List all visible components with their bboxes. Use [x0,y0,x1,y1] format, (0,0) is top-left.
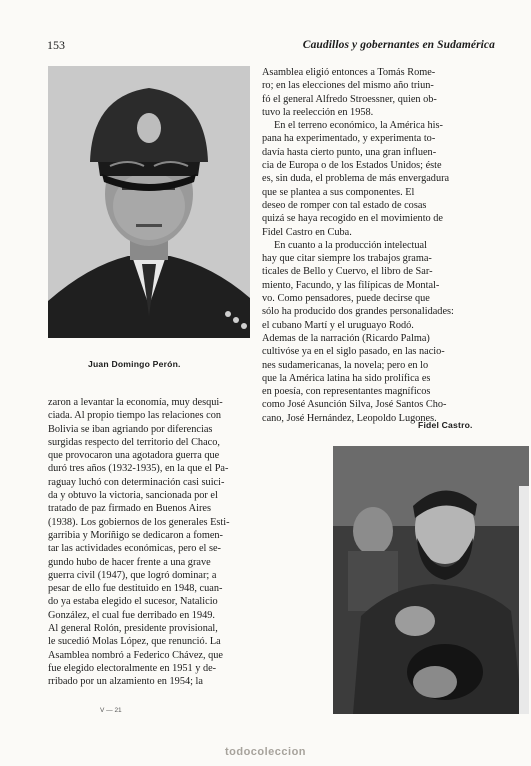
text-line: En el terreno económico, la América his- [274,120,443,132]
text-line: En cuanto a la producción intelectual [274,239,427,251]
text-line: Bolivia se iban agriando por diferencias [48,423,213,435]
text-line: hay que citar siempre los trabajos grama- [262,253,432,265]
text-line: Asamblea eligió entonces a Tomás Rome- [262,67,436,78]
text-line: raguay luchó con determinación casi suici- [48,476,225,488]
left-column-text [48,396,250,689]
paragraph [262,66,470,119]
text-line: tar las actividades económicas, pero el se- [48,543,221,555]
text-line: quizá se haya recogido en el movimiento de [262,213,443,225]
text-line: como José Asunción Silva, José Santos Cho- [262,399,447,411]
text-line: do ya estaba elegido el sucesor, Natalicio [48,596,218,608]
page-number: 153 [47,38,65,52]
text-line: deseo de romper con tal estado de cosas [262,199,427,211]
castro-caption: Fidel Castro. [418,420,473,430]
text-line: Ademas de la narración (Ricardo Palma) [262,332,430,344]
text-line: fue elegido electoralmente en 1951 y de- [48,662,217,674]
text-line: davía hasta cierto punto, una gran influen- [262,146,437,158]
text-line: garribia y Moríñigo se dedicaron a fomen- [48,529,223,541]
paragraph [262,119,470,239]
text-line: pesar de ello fue destituido en 1948, cuan- [48,583,223,595]
text-line: González, el cual fue derribado en 1949. [48,609,215,621]
text-line: en poesía, con representantes magníficos [262,386,431,398]
text-line: que la América latina ha sido prolífica es [262,372,431,384]
text-line: surgidas respecto del territorio del Chaco, [48,436,220,448]
text-line: nes sudamericanas, la novela; pero en lo [262,359,429,371]
paragraph [262,239,470,425]
right-column-text [262,66,470,425]
text-line: es, sin duda, el problema de más envergadura [262,173,450,185]
text-line: tuvo la reelección en 1958. [262,106,374,118]
text-line: sólo ha producido dos grandes personalidades: [262,306,454,318]
text-line: da y obtuvo la victoria, sancionada por el [48,490,218,502]
peron-portrait-photo [48,66,250,338]
text-line: cano, José Hernández, Leopoldo Lugones. [262,412,437,424]
text-line: (1938). Los gobiernos de los generales Esti- [48,516,230,528]
peron-caption: Juan Domingo Perón. [88,359,181,369]
running-head: Caudillos y gobernantes en Sudamérica [302,39,495,51]
text-line: fó el general Alfredo Stroessner, quien ob- [262,93,437,105]
text-line: Al general Rolón, presidente provisional, [48,623,218,635]
text-line: zaron a levantar la economía, muy desqui- [48,397,223,408]
text-line: le sucedió Molas López, que renunció. La [48,636,221,648]
text-line: cia de Europa o de los Estados Unidos; éste [262,160,442,172]
castro-photo [333,446,529,714]
text-line: tratado de paz firmado en Buenos Aires [48,503,211,515]
text-line: ticales de Bello y Cuervo, el libro de Sar- [262,266,433,278]
watermark: todocoleccion [224,746,307,758]
text-line: miento, Facundo, y las filípicas de Montal- [262,279,440,291]
paragraph [48,396,250,689]
text-line: Asamblea nombró a Federico Chávez, que [48,649,223,661]
text-line: cultivóse ya en el siglo pasado, en las nacio- [262,346,445,358]
text-line: gundo hubo de hacer frente a una grave [48,556,211,568]
footer-signature: V — 21 [100,707,122,714]
text-line: Fidel Castro en Cuba. [262,226,352,238]
text-line: que se plantea a sus componentes. El [262,186,415,198]
text-line: ciada. Al propio tiempo las relaciones con [48,410,221,422]
text-line: guerra civil (1947), que logró dominar; a [48,569,217,581]
text-line: que provocaron una agotadora guerra que [48,450,220,462]
text-line: rribado por un alzamiento en 1954; la [48,676,203,688]
text-line: vo. Como pensadores, puede decirse que [262,293,430,305]
text-line: duró tres años (1932-1935), en la que el Pa- [48,463,229,475]
text-line: el cubano Martí y el uruguayo Rodó. [262,319,414,331]
text-line: ro; en las elecciones del mismo año triun- [262,80,434,92]
text-line: pana ha experimentado, y experimenta to- [262,133,436,145]
